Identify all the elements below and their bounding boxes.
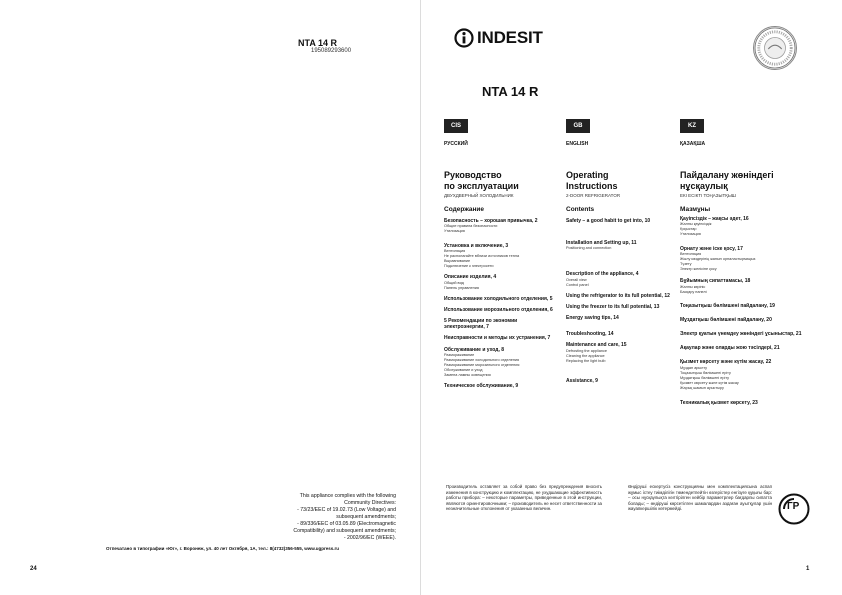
left-product-code: 195089293600	[311, 48, 352, 54]
contents-heading: Содержание	[444, 206, 485, 213]
title-line: нұсқаулық	[680, 181, 728, 191]
appliance-subtitle: ЕКІ ЕСІКТІ ТОҢАЗЫТҚЫШ	[680, 193, 736, 198]
toc-entry	[566, 271, 680, 287]
compliance-line: - 73/23/EEC of 19.02.73 (Low Voltage) and	[297, 507, 396, 513]
toc-sub: Панель управления	[444, 285, 479, 290]
left-model-title: NTA 14 R	[298, 38, 338, 48]
toc-entry	[444, 335, 558, 341]
toc-sub: Подключение к электросети	[444, 264, 494, 269]
toc-main: Қауіпсіздік – жақсы әдет, 16	[680, 216, 749, 222]
toc-entry	[566, 304, 680, 310]
toc-entry	[566, 315, 680, 321]
toc-sub: Defrosting the appliance	[566, 348, 607, 353]
toc-entry	[444, 347, 558, 378]
toc-sub: Жалпы қауіпсіздік	[680, 222, 712, 227]
toc-sub: Түзету	[680, 262, 692, 267]
main-model-title: NTA 14 R	[482, 84, 539, 99]
toc-entry	[566, 293, 680, 299]
toc-entry	[444, 318, 534, 330]
toc-entry	[680, 216, 805, 237]
compliance-line: subsequent amendments;	[336, 514, 396, 520]
toc-main: Troubleshooting, 14	[566, 331, 614, 338]
certification-mark	[778, 493, 810, 525]
column-kz	[680, 119, 805, 406]
toc-main: Installation and Setting up, 11	[566, 240, 637, 247]
toc-sub: Вентиляция	[444, 249, 466, 254]
page-fold	[420, 0, 421, 595]
toc-entry	[444, 274, 558, 290]
toc-sub: Replacing the light bulb	[566, 358, 606, 363]
indesit-logo-icon	[454, 28, 474, 48]
toc-sub: Электр желісіне қосу	[680, 267, 717, 272]
toc-entry	[444, 307, 558, 313]
toc-sub: Қызмет көрсету және күтім жасау	[680, 380, 739, 385]
manufacturer-notice-kz: Өндіруші ескертусіз конструкцияны мен комплектациясына аспап жұмыс істеу тиімділігін төмендетпейтін өзгерістер енгізуге құқығы бар: – осы нұсқаулықта келтірілген кейбір параметрлер бағдарлы сипатта болады; – өндіруші көрсетілген шамалардан аздаған ауытқулар үшін жауапкершілік көтермейді.	[628, 484, 772, 512]
title-line: по эксплуатации	[444, 181, 519, 191]
toc-main: Техническое обслуживание, 9	[444, 382, 519, 389]
toc-sub: Positioning and connection	[566, 246, 612, 251]
toc-main: Description of the appliance, 4	[566, 271, 639, 278]
toc-entry	[680, 345, 805, 351]
manual-title	[566, 170, 680, 192]
toc-main: Обслуживание и уход, 8	[444, 346, 504, 353]
toc-main: Орнату және іске қосу, 17	[680, 246, 743, 253]
compliance-statement	[266, 493, 396, 542]
toc-main: Безопасность – хорошая привычка, 2	[444, 218, 538, 224]
quality-seal-icon	[753, 26, 797, 70]
toc-entry	[680, 331, 805, 337]
brand-name: INDESIT	[477, 28, 543, 47]
toc-list	[566, 218, 680, 384]
toc-entry	[444, 218, 558, 234]
toc-entry	[680, 246, 805, 272]
toc-sub: Мұздан арылту	[680, 365, 708, 370]
toc-main: Установка и включение, 3	[444, 243, 509, 250]
language-name: ҚАЗАҚША	[680, 141, 706, 147]
toc-sub: Общие правила безопасности	[444, 224, 498, 229]
toc-list	[444, 218, 558, 389]
manufacturer-notice-ru: Производитель оставляет за собой право без предупреждения вносить изменения в конструкцию и комплектацию, не ухудшающие эффективность работы прибора: – некоторые параметры, приведенные в этой инструкции, являются ориентировочными; – производитель не несет ответственности за незначительные отклонения от указанных величин.	[446, 484, 602, 512]
toc-sub: Мұздатқыш бөлімшені еріту	[680, 375, 730, 380]
language-name: ENGLISH	[566, 141, 589, 147]
toc-main: Using the freezer to its full potential, 13	[566, 303, 660, 310]
language-badge: CIS	[444, 119, 468, 133]
left-page-number: 24	[30, 566, 37, 572]
toc-entry	[444, 243, 558, 269]
toc-sub: Вентиляция	[680, 252, 702, 257]
column-gb	[566, 119, 680, 384]
compliance-line: - 2002/96/EC (WEEE).	[343, 535, 396, 541]
right-page-number: 1	[806, 566, 810, 572]
toc-main: Электр қуатын үнемдеу жөніндегі ұсыныстар, 21	[680, 331, 802, 338]
toc-main: Неисправности и методы их устранения, 7	[444, 335, 551, 342]
toc-entry	[680, 278, 805, 294]
toc-sub: Cleaning the appliance	[566, 353, 605, 358]
appliance-subtitle: 2-DOOR REFRIGERATOR	[566, 193, 621, 198]
toc-sub: Тоңазытқыш бөлімшені еріту	[680, 370, 731, 375]
toc-entry	[680, 400, 805, 406]
title-line: Instructions	[566, 181, 618, 191]
toc-main: Описание изделия, 4	[444, 274, 497, 281]
language-badge: GB	[566, 119, 590, 133]
toc-sub: Жалпы көрініс	[680, 284, 706, 289]
toc-sub: Замена лампы освещения	[444, 372, 491, 377]
toc-entry	[566, 331, 680, 337]
toc-sub: Басқару панелі	[680, 289, 707, 294]
certification-mark-text: ГР	[787, 501, 800, 512]
printing-info: Отпечатано в типографии «Юг», г. Воронеж, ул. 40 лет Октября, 1А, тел.: 8(4732)356-555, www.ugpress.ru	[106, 546, 340, 551]
column-cis	[444, 119, 558, 389]
toc-sub: Жылу көздерінің жанын орналастырмаңыз	[680, 257, 756, 262]
toc-main: Assistance, 9	[566, 377, 598, 384]
toc-main: Қызмет көрсету және күтім жасау, 22	[680, 359, 772, 366]
contents-heading: Contents	[566, 206, 595, 213]
toc-sub: Размораживание холодильного отделения	[444, 357, 520, 362]
toc-main: Использование холодильного отделения, 5	[444, 295, 553, 302]
title-line: Operating	[566, 170, 609, 180]
toc-sub: Общий вид	[444, 280, 464, 285]
language-badge: KZ	[680, 119, 704, 133]
toc-list	[680, 216, 805, 406]
toc-main: Бұйымның сипаттамасы, 18	[680, 278, 751, 285]
toc-sub: Overall view	[566, 277, 587, 282]
toc-main: 5 Рекомендации по экономии электроэнергии, 7	[444, 318, 518, 331]
toc-main: Energy saving tips, 14	[566, 315, 619, 322]
compliance-line: - 89/336/EEC of 03.05.89 (Electromagnetic	[297, 521, 396, 527]
toc-sub: Обслуживание и уход	[444, 367, 483, 372]
title-line: Пайдалану жөніндегі	[680, 170, 774, 180]
manual-title	[680, 170, 805, 192]
toc-main: Тоңазытқыш бөлімшені пайдалану, 19	[680, 302, 775, 309]
toc-main: Использование морозильного отделения, 6	[444, 306, 553, 313]
compliance-line: Community Directives:	[344, 500, 396, 506]
indesit-logo	[454, 28, 543, 48]
toc-sub: Размораживание морозильного отделения	[444, 362, 520, 367]
toc-sub: Утилизация	[444, 229, 465, 234]
toc-main: Maintenance and care, 15	[566, 342, 627, 349]
toc-sub: Размораживание	[444, 352, 475, 357]
toc-main: Using the refrigerator to its full potential, 12	[566, 292, 670, 299]
language-name: РУССКИЙ	[444, 141, 468, 147]
compliance-line: This appliance complies with the following	[299, 493, 396, 499]
toc-sub: Утилизация	[680, 232, 701, 237]
toc-entry	[444, 383, 558, 389]
toc-entry	[680, 303, 805, 309]
toc-sub: Қоқыстар	[680, 227, 697, 232]
appliance-subtitle: ДВУХДВЕРНЫЙ ХОЛОДИЛЬНИК	[444, 193, 514, 198]
toc-entry	[566, 378, 680, 384]
toc-entry	[680, 317, 805, 323]
compliance-line: Compatibility) and subsequent amendments;	[293, 528, 396, 534]
toc-entry	[566, 240, 680, 251]
title-line: Руководство	[444, 170, 502, 180]
toc-sub: Жарық шамын ауыстыру	[680, 385, 724, 390]
toc-main: Техникалық қызмет көрсету, 23	[680, 399, 758, 406]
contents-heading: Мазмұны	[680, 206, 711, 213]
toc-sub: Выравнивание	[444, 259, 471, 264]
toc-entry	[566, 342, 680, 363]
toc-sub: Не располагайте вблизи источников тепла	[444, 254, 520, 259]
toc-main: Safety – a good habit to get into, 10	[566, 218, 651, 224]
toc-main: Ақаулар және оларды жою тәсілдері, 21	[680, 345, 780, 352]
manual-title	[444, 170, 558, 192]
toc-entry	[566, 218, 680, 224]
toc-main: Мұздатқыш бөлімшені пайдалану, 20	[680, 316, 772, 323]
toc-sub: Control panel	[566, 282, 589, 287]
toc-entry	[680, 359, 805, 390]
toc-entry	[444, 296, 558, 302]
